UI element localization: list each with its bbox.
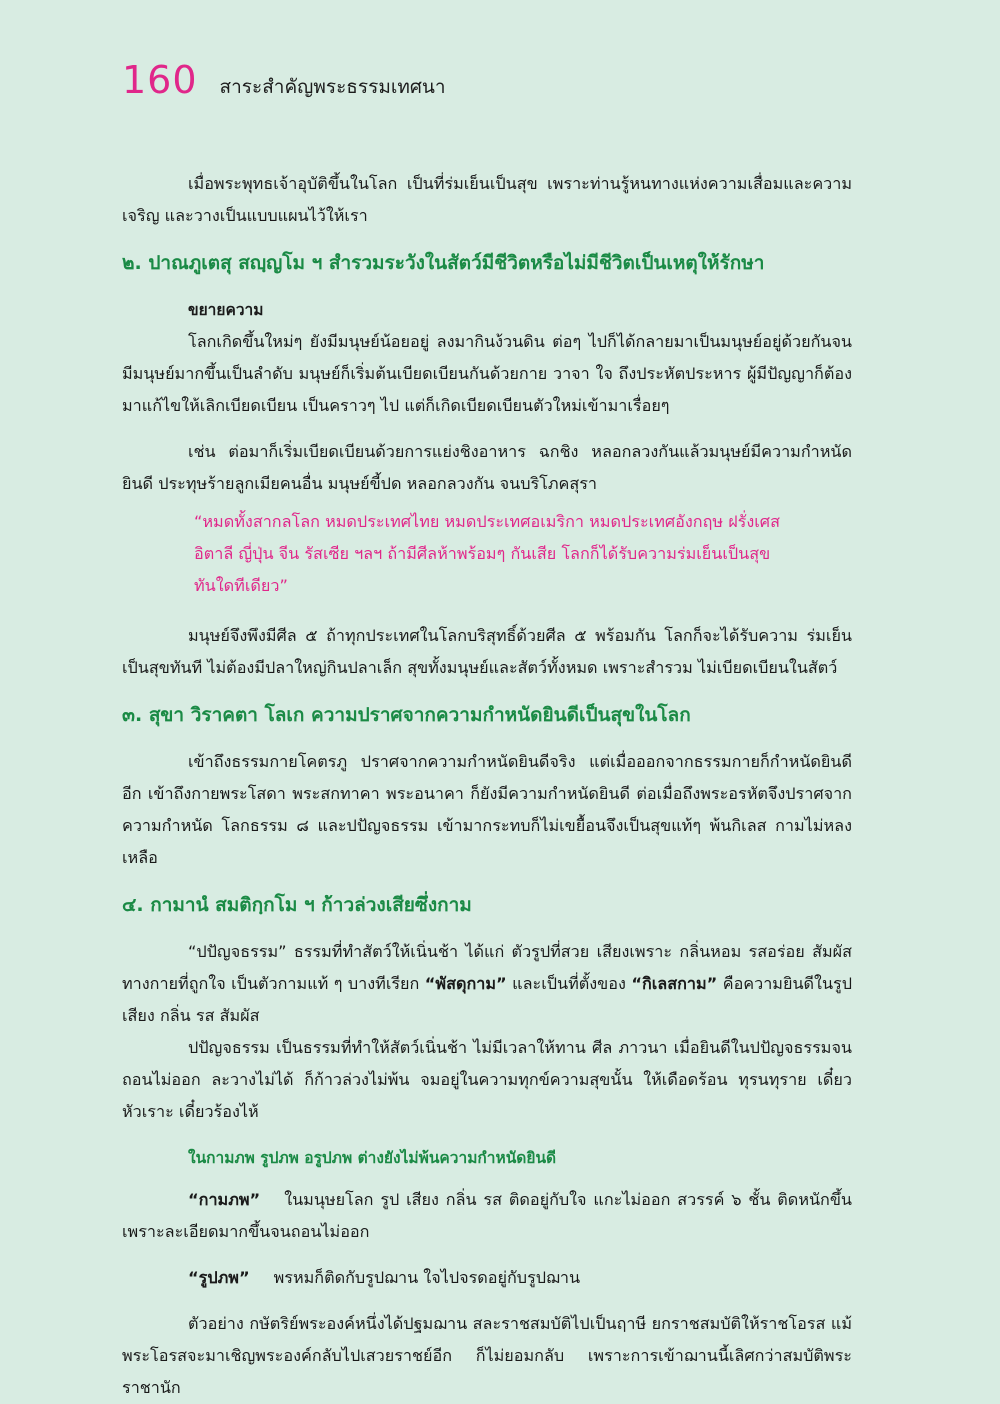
section-4-paragraph-1 <box>122 936 852 1032</box>
term-rupabhava: “รูปภพ” <box>188 1268 250 1287</box>
page-number: 160 <box>122 58 198 102</box>
page-header <box>122 58 446 102</box>
section-4-p1-part-c: และเป็นที่ตั้งของ <box>506 974 632 993</box>
section-2-heading: ๒. ปาณภูเตสุ สญฺญโม ฯ สำรวมระวังในสัตว์มีชีวิตหรือไม่มีชีวิตเป็นเหตุให้รักษา <box>122 252 765 274</box>
section-3-paragraph-1: เข้าถึงธรรมกายโคตรภู ปราศจากความกำหนัดยินดีจริง แต่เมื่อออกจากธรรมกายก็กำหนัดยินดีอีก เข้าถึงกายพระโสดา พระสกทาคา พระอนาคา ก็ยังมีความกำหนัดยินดี ต่อเมื่อถึงพระอรหัตจึงปราศจากความกำหนัด โลกธรรม ๘ และปปัญจธรรม เข้ามากระทบก็ไม่เขยื้อนจึงเป็นสุขแท้ๆ พ้นกิเลส กามไม่หลงเหลือ <box>122 752 852 867</box>
section-2-subheading: ขยายความ <box>188 301 264 319</box>
rupabhava-text: พรหมก็ติดกับรูปฌาน ใจไปจรดอยู่กับรูปฌาน <box>273 1268 581 1287</box>
section-4-paragraph-2: ปปัญจธรรม เป็นธรรมที่ทำให้สัตว์เนิ่นช้า ไม่มีเวลาให้ทาน ศีล ภาวนา เมื่อยินดีในปปัญจธรรมจนถอนไม่ออก ละวางไม่ได้ ก็ก้าวล่วงไม่พ้น จมอยู่ในความทุกข์ความสุขนั้น ให้เดือดร้อน ทุรนทุราย เดี๋ยวหัวเราะ เดี๋ยวร้องไห้ <box>122 1038 852 1121</box>
section-4-p1-part-e: คือความยินดีในรูป เสียง กลิ่น รส สัมผัส <box>122 974 852 1025</box>
term-kilesakam: “กิเลสกาม” <box>631 974 718 993</box>
section-2-paragraph-2: เช่น ต่อมาก็เริ่มเบียดเบียนด้วยการแย่งชิงอาหาร ฉกชิง หลอกลวงกันแล้วมนุษย์มีความกำหนัดยินดี ประทุษร้ายลูกเมียคนอื่น มนุษย์ขี้ปด หลอกลวงกัน จนบริโภคสุรา <box>122 442 852 493</box>
kamabhava-text: ในมนุษยโลก รูป เสียง กลิ่น รส ติดอยู่กับใจ แกะไม่ออก สวรรค์ ๖ ชั้น ติดหนักขึ้น เพราะละเอียดมากขึ้นจนถอนไม่ออก <box>122 1190 852 1241</box>
kamabhava-paragraph <box>122 1184 852 1248</box>
section-2-quote: “หมดทั้งสากลโลก หมดประเทศไทย หมดประเทศอเมริกา หมดประเทศอังกฤษ ฝรั่งเศส อิตาลี ญี่ปุ่น จีน รัสเซีย ฯลฯ ถ้ามีศีลห้าพร้อมๆ กันเสีย โลกก็ได้รับความร่มเย็นเป็นสุขทันใดทีเดียว” <box>194 512 780 595</box>
term-phatsadukam: “พัสดุกาม” <box>424 974 507 993</box>
section-2-paragraph-3: มนุษย์จึงพึงมีศีล ๕ ถ้าทุกประเทศในโลกบริสุทธิ์ด้วยศีล ๕ พร้อมกัน โลกก็จะได้รับความ ร่มเย็นเป็นสุขทันที ไม่ต้องมีปลาใหญ่กินปลาเล็ก สุขทั้งมนุษย์และสัตว์ทั้งหมด เพราะสำรวม ไม่เบียดเบียนในสัตว์ <box>122 626 852 677</box>
section-3-heading: ๓. สุขา วิราคตา โลเก ความปราศจากความกำหนัดยินดีเป็นสุขในโลก <box>122 704 691 726</box>
section-2-paragraph-1: โลกเกิดขึ้นใหม่ๆ ยังมีมนุษย์น้อยอยู่ ลงมากินง้วนดิน ต่อๆ ไปก็ได้กลายมาเป็นมนุษย์อยู่ด้วยกันจนมีมนุษย์มากขึ้นเป็นลำดับ มนุษย์ก็เริ่มต้นเบียดเบียนกันด้วยกาย วาจา ใจ ถึงประหัตประหาร ผู้มีปัญญาก็ต้องมาแก้ไขให้เลิกเบียดเบียน เป็นคราวๆ ไป แต่ก็เกิดเบียดเบียนตัวใหม่เข้ามาเรื่อยๆ <box>122 332 852 415</box>
section-4-paragraph-3: ตัวอย่าง กษัตริย์พระองค์หนึ่งได้ปฐมฌาน สละราชสมบัติไปเป็นฤาษี ยกราชสมบัติให้ราชโอรส แม้พระโอรสจะมาเชิญพระองค์กลับไปเสวยราชย์อีก ก็ไม่ยอมกลับ เพราะการเข้าฌานนี้เลิศกว่าสมบัติพระราชานัก <box>122 1314 852 1397</box>
section-4-heading: ๔. กามานํ สมติกฺกโม ฯ ก้าวล่วงเสียซึ่งกาม <box>122 894 472 916</box>
page-body <box>122 168 852 1404</box>
rupabhava-paragraph <box>122 1262 852 1294</box>
term-kamabhava: “กามภพ” <box>188 1190 261 1209</box>
book-title: สาระสำคัญพระธรรมเทศนา <box>219 76 446 98</box>
intro-paragraph: เมื่อพระพุทธเจ้าอุบัติขึ้นในโลก เป็นที่ร่มเย็นเป็นสุข เพราะท่านรู้หนทางแห่งความเสื่อมและความเจริญ และวางเป็นแบบแผนไว้ให้เรา <box>122 174 852 225</box>
section-4-p1-part-a: “ปปัญจธรรม” ธรรมที่ทำสัตว์ให้เนิ่นช้า ได้แก่ ตัวรูปที่สวย เสียงเพราะ กลิ่นหอม รสอร่อย สัมผัสทางกายที่ถูกใจ เป็นตัวกามแท้ ๆ บางทีเรียก <box>122 942 852 993</box>
section-4-subheading: ในกามภพ รูปภพ อรูปภพ ต่างยังไม่พ้นความกำหนัดยินดี <box>188 1149 557 1167</box>
